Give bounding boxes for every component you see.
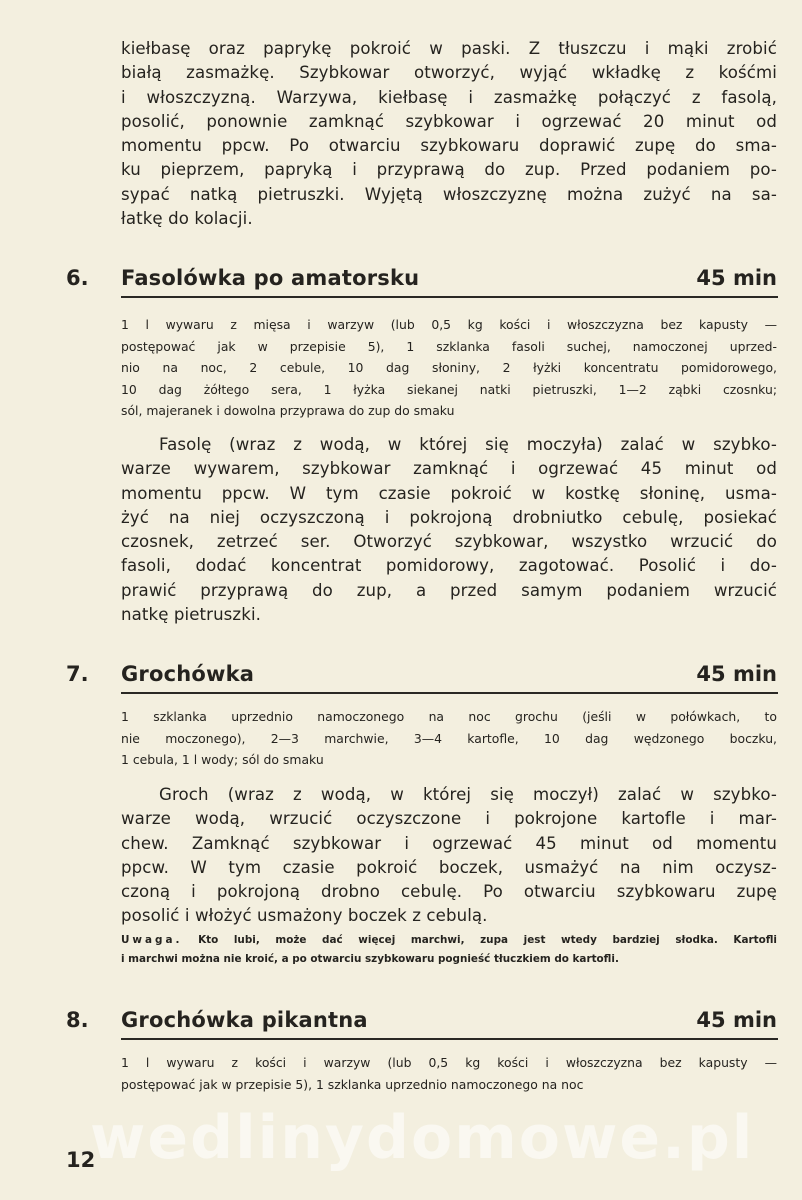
heading-rule: [121, 692, 778, 694]
method-6: [121, 433, 777, 627]
text-line: prawić przyprawą do zup, a przed samym podaniem wrzucić: [121, 580, 777, 600]
recipe-heading-6: [0, 266, 802, 300]
recipe-title: Grochówka: [121, 662, 255, 686]
note-label: Uwaga.: [121, 934, 183, 946]
ingredients-7: [121, 706, 777, 771]
ingredient-line: 1 l wywaru z kości i warzyw (lub 0,5 kg kości i włoszczyzna bez kapusty —: [121, 1055, 777, 1070]
recipe-time: 45 min: [696, 266, 777, 290]
ingredients-8: [121, 1052, 777, 1095]
text-line: ku pieprzem, papryką i przyprawą do zup. Przed podaniem po-: [121, 160, 777, 180]
text-line: warze wodą, wrzucić oczyszczone i pokrojone kartofle i mar-: [121, 809, 777, 829]
text-line: czoną i pokrojoną drobno cebulę. Po otwarciu szybkowaru zupę: [121, 882, 777, 902]
text-line: białą zasmażkę. Szybkowar otworzyć, wyjąć wkładkę z kośćmi: [121, 63, 777, 83]
text-line: Fasolę (wraz z wodą, w której się moczyła) zalać w szybko-: [159, 435, 777, 454]
text-line: ppcw. W tym czasie pokroić boczek, usmażyć na nim oczysz-: [121, 857, 777, 877]
ingredient-line: 1 cebula, 1 l wody; sól do smaku: [121, 752, 324, 768]
recipe-time: 45 min: [696, 1008, 777, 1032]
text-line: momentu ppcw. Po otwarciu szybkowaru doprawić zupę do sma-: [121, 136, 777, 156]
watermark: wedlinydomowe.pl: [90, 1103, 755, 1173]
recipe-heading-8: [0, 1008, 802, 1042]
text-line: kiełbasę oraz paprykę pokroić w paski. Z tłuszczu i mąki zrobić: [121, 39, 777, 58]
ingredient-line: postępować jak w przepisie 5), 1 szklanka fasoli suchej, namoczonej uprzed-: [121, 338, 777, 354]
text-line: sypać natką pietruszki. Wyjętą włoszczyznę można zużyć na sa-: [121, 184, 777, 204]
note-line: i marchwi można nie kroić, a po otwarciu szybkowaru pognieść tłuczkiem do kartofli.: [121, 952, 619, 965]
text-line: natkę pietruszki.: [121, 605, 262, 625]
ingredient-line: nio na noc, 2 cebule, 10 dag słoniny, 2 łyżki koncentratu pomidorowego,: [121, 360, 777, 376]
text-line: czosnek, zetrzeć ser. Otworzyć szybkowar, wszystko wrzucić do: [121, 532, 777, 552]
note-line: [121, 931, 777, 950]
text-line: posolić, ponownie zamknąć szybkowar i ogrzewać 20 minut od: [121, 111, 777, 131]
ingredients-6: [121, 314, 777, 422]
text-line: chew. Zamknąć szybkowar i ogrzewać 45 minut od momentu: [121, 833, 777, 853]
recipe-number: 7.: [66, 662, 89, 686]
page-number: 12: [66, 1148, 96, 1172]
method-7: [121, 783, 777, 929]
intro-paragraph: [121, 37, 777, 231]
text-line: i włoszczyzną. Warzywa, kiełbasę i zasmażkę połączyć z fasolą,: [121, 87, 777, 107]
recipe-title: Grochówka pikantna: [121, 1008, 368, 1032]
ingredient-line: postępować jak w przepisie 5), 1 szklanka uprzednio namoczonego na noc: [121, 1076, 584, 1092]
heading-rule: [121, 296, 778, 298]
text-line: łatkę do kolacji.: [121, 209, 253, 229]
text-line: Groch (wraz z wodą, w której się moczył) zalać w szybko-: [159, 785, 777, 804]
recipe-time: 45 min: [696, 662, 777, 686]
ingredient-line: nie moczonego), 2—3 marchwie, 3—4 kartofle, 10 dag wędzonego boczku,: [121, 730, 777, 746]
text-line: momentu ppcw. W tym czasie pokroić w kostkę słoninę, usma-: [121, 483, 777, 503]
ingredient-line: sól, majeranek i dowolna przyprawa do zup do smaku: [121, 403, 455, 419]
ingredient-line: 1 szklanka uprzednio namoczonego na noc grochu (jeśli w połówkach, to: [121, 709, 777, 724]
text-line: fasoli, dodać koncentrat pomidorowy, zagotować. Posolić i do-: [121, 556, 777, 576]
recipe-number: 6.: [66, 266, 89, 290]
text-line: żyć na niej oczyszczoną i pokrojoną drobniutko cebulę, posiekać: [121, 507, 777, 527]
ingredient-line: 1 l wywaru z mięsa i warzyw (lub 0,5 kg kości i włoszczyzna bez kapusty —: [121, 317, 777, 332]
heading-rule: [121, 1038, 778, 1040]
recipe-heading-7: [0, 662, 802, 696]
note-text: Kto lubi, może dać więcej marchwi, zupa jest wtedy bardziej słodka. Kartofli: [198, 934, 777, 946]
recipe-number: 8.: [66, 1008, 89, 1032]
recipe-title: Fasolówka po amatorsku: [121, 266, 420, 290]
recipe-note-7: [121, 931, 777, 968]
ingredient-line: 10 dag żółtego sera, 1 łyżka siekanej natki pietruszki, 1—2 ząbki czosnku;: [121, 381, 777, 397]
text-line: warze wywarem, szybkowar zamknąć i ogrzewać 45 minut od: [121, 459, 777, 479]
text-line: posolić i włożyć usmażony boczek z cebulą.: [121, 906, 488, 926]
